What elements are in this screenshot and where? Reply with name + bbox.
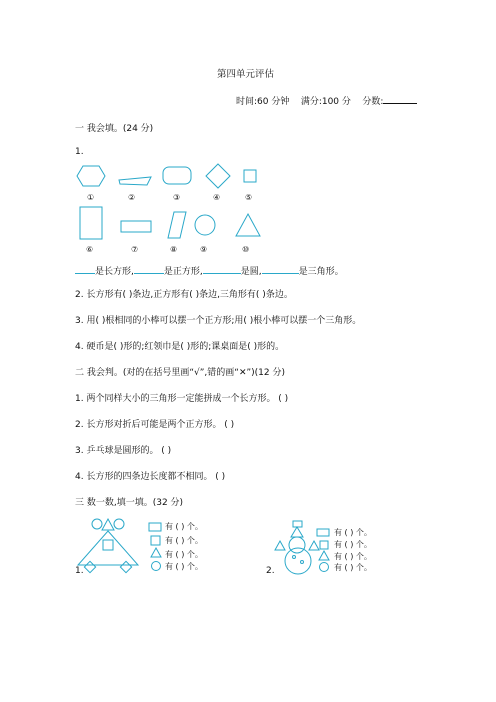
answer-part-circle: 是圆, [240, 267, 262, 277]
section1-heading: 一 我会填。(24 分) [75, 124, 154, 134]
label-10: ⑩ [242, 245, 250, 254]
label-1: ① [87, 193, 95, 202]
section2-heading: 二 我会判。(对的在括号里画“√”,错的画“✕”)(12 分) [75, 368, 286, 378]
full-score: 满分:100 分 [300, 97, 351, 107]
answer-part-square: 是正方形, [163, 267, 203, 277]
label-2: ② [128, 193, 136, 202]
label-8: ⑧ [170, 245, 178, 254]
judge-item-3: 3. 乒乓球是圆形的。 ( ) [75, 446, 172, 456]
answer-part-rect: 是长方形, [95, 267, 134, 277]
time-limit: 时间:60 分钟 [236, 97, 290, 107]
q1-answer-line [75, 264, 344, 278]
label-6: ⑥ [86, 245, 94, 254]
diamond-shape [206, 164, 230, 188]
triangle-shape [236, 214, 260, 236]
parallelogram-shape [168, 212, 186, 238]
tall-rect-shape [80, 207, 102, 239]
blank-rect[interactable] [75, 264, 95, 274]
blank-square[interactable] [134, 264, 164, 274]
section3-heading: 三 数一数,填一填。(32 分) [75, 498, 184, 508]
score-label: 分数: [362, 97, 384, 107]
label-9: ⑨ [200, 245, 208, 254]
page-title: 第四单元评估 [217, 69, 275, 80]
count2-row-triangle: 有 ( ) 个。 [334, 552, 372, 561]
count1-row-rect: 有 ( ) 个。 [165, 522, 203, 531]
blank-triangle[interactable] [262, 264, 299, 274]
q3-text: 3. 用( )根相同的小棒可以摆一个正方形;用( )根小棒可以摆一个三角形。 [75, 316, 362, 326]
circle-shape [195, 215, 215, 235]
label-4: ④ [213, 193, 221, 202]
answer-part-triangle: 是三角形。 [298, 267, 344, 277]
label-5: ⑤ [245, 193, 253, 202]
hexagon-shape [77, 166, 105, 186]
judge-item-2: 2. 长方形对折后可能是两个正方形。 ( ) [75, 420, 235, 430]
rounded-rect-shape [163, 167, 191, 184]
label-7: ⑦ [131, 245, 139, 254]
judge-item-4: 4. 长方形的四条边长度都不相同。 ( ) [75, 472, 226, 482]
judge-item-1: 1. 两个同样大小的三角形一定能拼成一个长方形。 ( ) [75, 394, 289, 404]
score-blank[interactable] [383, 94, 417, 104]
count1-row-square: 有 ( ) 个。 [165, 536, 203, 545]
count2-row-rect: 有 ( ) 个。 [334, 528, 372, 537]
count2-row-square: 有 ( ) 个。 [334, 540, 372, 549]
small-square-shape [244, 170, 256, 182]
q2-text: 2. 长方形有( )条边,正方形有( )条边,三角形有( )条边。 [75, 290, 293, 300]
trapezoid-shape [119, 177, 151, 185]
label-3: ③ [173, 193, 181, 202]
exam-meta [236, 94, 417, 108]
count1-row-triangle: 有 ( ) 个。 [165, 550, 203, 559]
fig2-label: 2. [266, 566, 275, 576]
count1-row-circle: 有 ( ) 个。 [165, 562, 203, 571]
q1-number: 1. [75, 147, 84, 157]
flat-rect-shape [121, 221, 151, 232]
q4-text: 4. 硬币是( )形的;红领巾是( )形的;课桌面是( )形的。 [75, 342, 285, 352]
fig1-label: 1. [75, 566, 84, 576]
count2-row-circle: 有 ( ) 个。 [334, 563, 372, 572]
blank-circle[interactable] [203, 264, 241, 274]
